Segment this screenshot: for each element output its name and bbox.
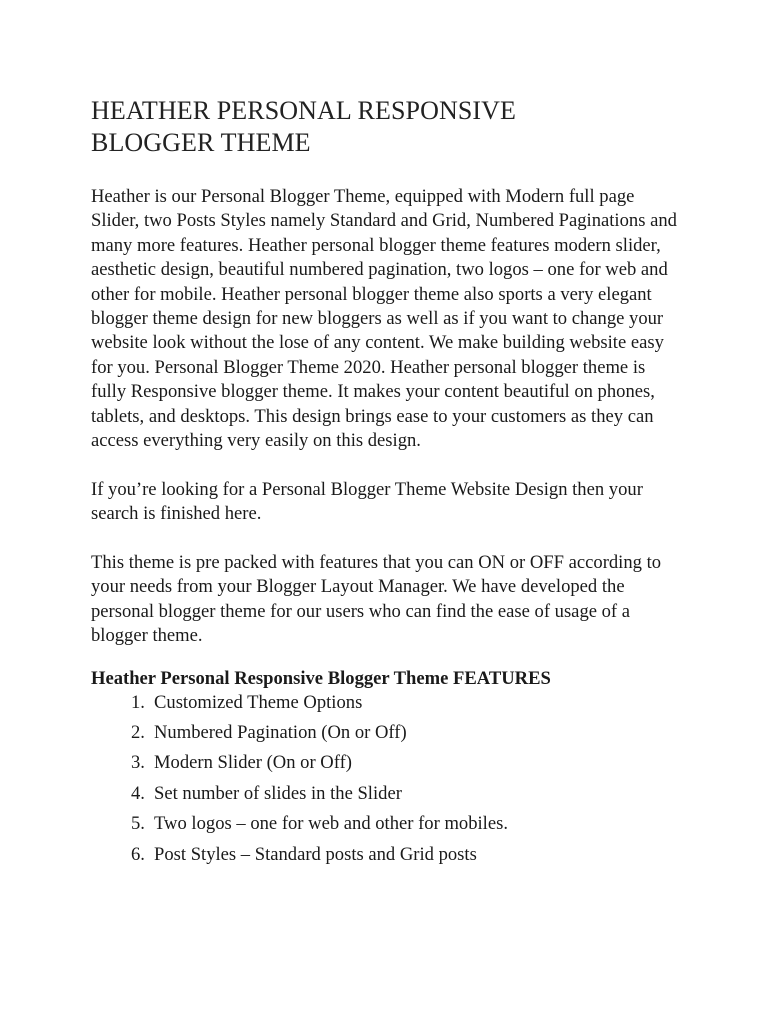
list-item	[131, 843, 681, 867]
list-item	[131, 782, 681, 806]
list-item-text: Two logos – one for web and other for mobiles.	[154, 813, 508, 835]
list-item	[131, 691, 681, 715]
features-list	[91, 691, 681, 867]
list-item-number: 2.	[131, 722, 145, 744]
document-title	[91, 95, 681, 159]
list-item-number: 4.	[131, 782, 145, 804]
features-intro-paragraph: This theme is pre packed with features that you can ON or OFF according to your needs from your Blogger Layout Manager. We have developed the personal blogger theme for our users who can find the ease of usage of a blogger theme.	[91, 552, 662, 647]
list-item-number: 5.	[131, 813, 145, 835]
search-paragraph: If you’re looking for a Personal Blogger Theme Website Design then your search is finished here.	[91, 478, 643, 525]
title-line-2: BLOGGER THEME	[91, 128, 311, 157]
title-line-1: HEATHER PERSONAL RESPONSIVE	[91, 96, 516, 125]
list-item	[131, 751, 681, 775]
list-item-text: Set number of slides in the Slider	[154, 782, 402, 804]
list-item-text: Customized Theme Options	[154, 691, 363, 713]
list-item	[131, 721, 681, 745]
intro-paragraph: Heather is our Personal Blogger Theme, equipped with Modern full page Slider, two Posts Styles namely Standard and Grid, Numbered Paginations and many more features. Heather personal blogger theme features modern slider, aesthetic design, beautiful numbered pagination, two logos – one for web and other for mobile. Heather personal blogger theme also sports a very elegant blogger theme design for new bloggers as well as if you want to change your website look without the lose of any content. We make building website easy for you. Personal Blogger Theme 2020. Heather personal blogger theme is fully Responsive blogger theme. It makes your content beautiful on phones, tablets, and desktops. This design brings ease to your customers as they can access everything very easily on this design.	[91, 186, 677, 452]
list-item-number: 3.	[131, 752, 145, 774]
list-item	[131, 812, 681, 836]
list-item-text: Post Styles – Standard posts and Grid posts	[154, 843, 477, 865]
document-page	[91, 95, 681, 873]
list-item-text: Modern Slider (On or Off)	[154, 752, 352, 774]
list-item-text: Numbered Pagination (On or Off)	[154, 722, 407, 744]
list-item-number: 6.	[131, 843, 145, 865]
features-heading: Heather Personal Responsive Blogger Theme FEATURES	[91, 667, 551, 689]
list-item-number: 1.	[131, 691, 145, 713]
